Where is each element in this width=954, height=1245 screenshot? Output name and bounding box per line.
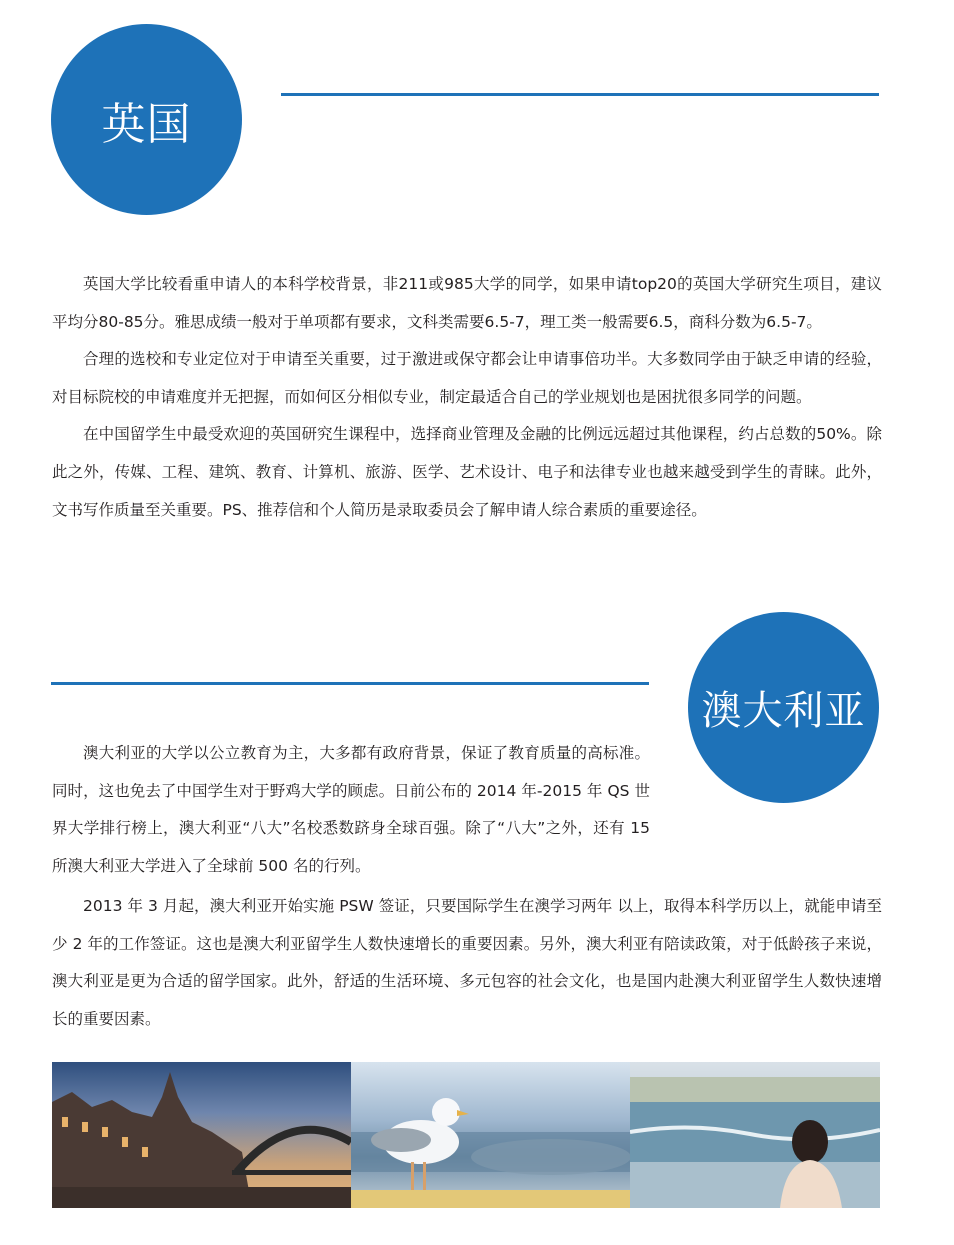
uk-heading: 英国 bbox=[101, 98, 192, 150]
uk-paragraph-2: 合理的选校和专业定位对于申请至关重要，过于激进或保守都会让申请事倍功半。大多数同学由于缺乏申请的经验，对目标院校的申请难度并无把握，而如何区分相似专业，制定最适合自己的学业规划也是困扰很多同学的问题。 bbox=[52, 350, 882, 406]
window-light bbox=[122, 1137, 128, 1147]
australia-body-top bbox=[52, 735, 650, 885]
seagull-beak bbox=[457, 1110, 469, 1116]
australia-paragraph-2: 2013 年 3 月起，澳大利亚开始实施 PSW 签证，只要国际学生在澳学习两年 以上，取得本科学历以上，就能申请至少 2 年的工作签证。这也是澳大利亚留学生人数快速增长的重要因素。另外，澳大利亚有陪读政策，对于低龄孩子来说，澳大利亚是更为合适的留学国家。此外，舒适的生活环境、多元包容的社会文化，也是国内赴澳大利亚留学生人数快速增长的重要因素。 bbox=[52, 897, 882, 1028]
seagull-illustration bbox=[351, 1062, 630, 1208]
uk-paragraph-3: 在中国留学生中最受欢迎的英国研究生课程中，选择商业管理及金融的比例远远超过其他课程，约占总数的50%。除此之外，传媒、工程、建筑、教育、计算机、旅游、医学、艺术设计、电子和法律专业也越来越受到学生的青睐。此外，文书写作质量至关重要。PS、推荐信和个人简历是录取委员会了解申请人综合素质的重要途径。 bbox=[52, 425, 882, 519]
uk-paragraph-1: 英国大学比较看重申请人的本科学校背景，非211或985大学的同学，如果申请top20的英国大学研究生项目，建议平均分80-85分。雅思成绩一般对于单项都有要求，文科类需要6.5-7，理工类一般需要6.5，商科分数为6.5-7。 bbox=[52, 275, 882, 331]
window-light bbox=[142, 1147, 148, 1157]
seagull-leg bbox=[411, 1162, 414, 1190]
window-light bbox=[82, 1122, 88, 1132]
railing bbox=[351, 1190, 630, 1208]
boat-blur bbox=[471, 1139, 630, 1175]
uk-divider bbox=[281, 93, 879, 96]
shore bbox=[630, 1162, 880, 1208]
australia-divider bbox=[51, 682, 649, 685]
coastline-buildings bbox=[630, 1077, 880, 1102]
uk-body bbox=[52, 266, 882, 529]
window-light bbox=[62, 1117, 68, 1127]
bondi-beach-photo bbox=[630, 1062, 880, 1208]
seagull-photo bbox=[351, 1062, 630, 1208]
sydney-harbour-illustration bbox=[52, 1062, 351, 1208]
person-hair bbox=[792, 1120, 828, 1164]
sea bbox=[630, 1102, 880, 1162]
sydney-harbour-photo bbox=[52, 1062, 351, 1208]
australia-paragraph-1: 澳大利亚的大学以公立教育为主，大多都有政府背景，保证了教育质量的高标准。同时，这也免去了中国学生对于野鸡大学的顾虑。日前公布的 2014 年-2015 年 QS 世界大学排行榜上，澳大利亚“八大”名校悉数跻身全球百强。除了“八大”之外，还有 15 所澳大利亚大学进入了全球前 500 名的行列。 bbox=[52, 744, 650, 875]
australia-heading: 澳大利亚 bbox=[701, 688, 866, 734]
bridge-deck bbox=[232, 1170, 351, 1175]
beach-illustration bbox=[630, 1062, 880, 1208]
uk-section-badge bbox=[51, 24, 242, 215]
bridge-arch bbox=[237, 1130, 351, 1172]
foreground bbox=[52, 1187, 351, 1208]
seagull-leg bbox=[423, 1162, 426, 1190]
window-light bbox=[102, 1127, 108, 1137]
australia-section-badge bbox=[688, 612, 879, 803]
seagull-head bbox=[432, 1098, 460, 1126]
australia-body-bottom bbox=[52, 888, 882, 1038]
seagull-wing bbox=[371, 1128, 431, 1152]
